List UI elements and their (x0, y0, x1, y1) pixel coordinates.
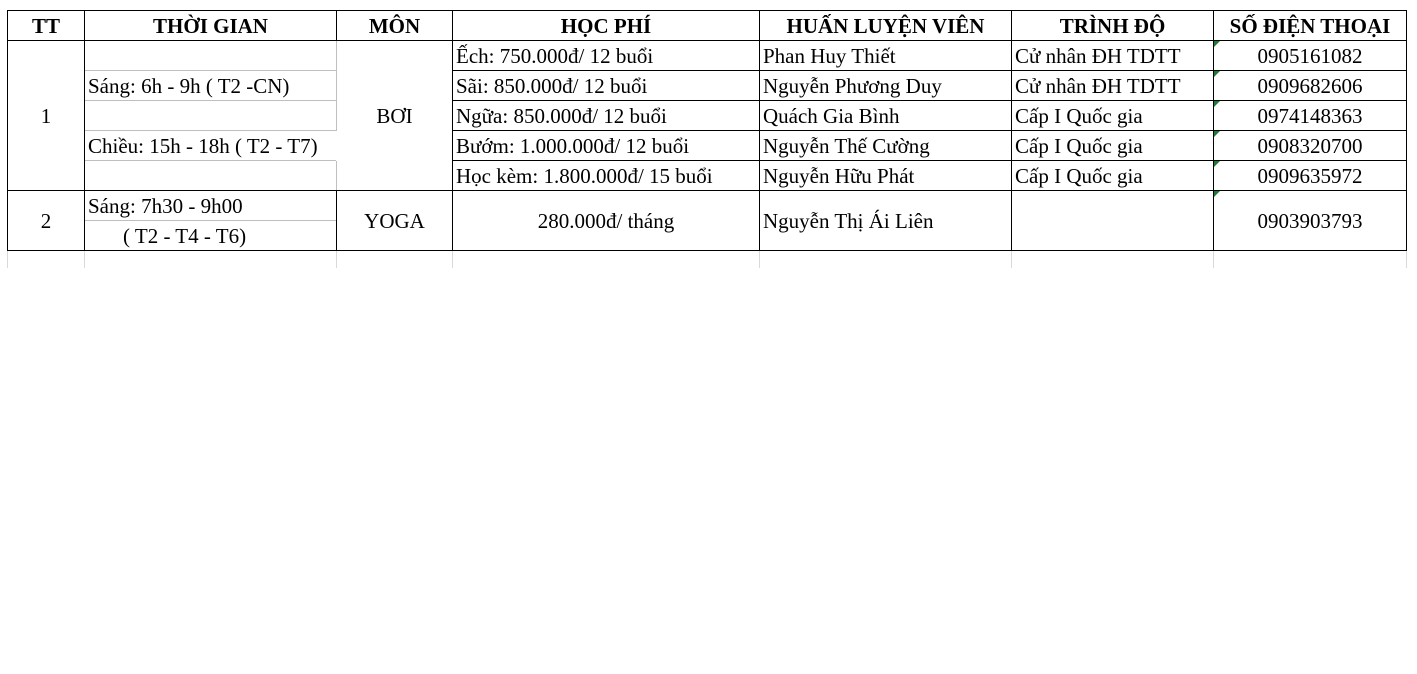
group2-time-line1[interactable]: Sáng: 7h30 - 9h00 (88, 194, 243, 218)
fee-cell[interactable]: Bướm: 1.000.000đ/ 12 buổi (456, 134, 690, 158)
error-indicator-icon[interactable] (1214, 71, 1220, 77)
group1-time-afternoon[interactable]: Chiều: 15h - 18h ( T2 - T7) (88, 134, 318, 158)
error-indicator-icon[interactable] (1214, 131, 1220, 137)
phone-cell[interactable]: 0974148363 (1257, 104, 1363, 128)
phone-cell[interactable]: 0909682606 (1257, 74, 1363, 98)
phone-cell[interactable]: 0909635972 (1257, 164, 1363, 188)
gridline (7, 250, 8, 268)
fee-cell[interactable]: Ngữa: 850.000đ/ 12 buổi (456, 104, 667, 128)
phone-cell[interactable]: 0905161082 (1257, 44, 1363, 68)
coach-cell[interactable]: Nguyễn Phương Duy (763, 74, 942, 98)
fee-cell[interactable]: Ếch: 750.000đ/ 12 buổi (456, 44, 654, 68)
gridline (84, 250, 85, 268)
phone-cell[interactable]: 0908320700 (1257, 134, 1363, 158)
border-header-bottom (7, 40, 1407, 41)
fee-cell[interactable]: Sãi: 850.000đ/ 12 buổi (456, 74, 648, 98)
border-left (7, 10, 8, 251)
header-hoc-phi[interactable]: HỌC PHÍ (560, 13, 652, 38)
faint-gridline (85, 130, 336, 131)
row-divider (452, 130, 1407, 131)
group1-tt[interactable]: 1 (40, 103, 52, 128)
coach-cell[interactable]: Quách Gia Bình (763, 104, 900, 128)
col-divider (84, 10, 85, 251)
group2-subject[interactable]: YOGA (364, 208, 425, 233)
faint-gridline (85, 220, 336, 221)
error-indicator-icon[interactable] (1214, 41, 1220, 47)
gridline (1011, 250, 1012, 268)
header-tt[interactable]: TT (31, 13, 60, 38)
header-thoi-gian[interactable]: THỜI GIAN (153, 13, 268, 38)
header-trinh-do[interactable]: TRÌNH ĐỘ (1059, 13, 1166, 38)
gridline (336, 250, 337, 268)
header-huan-luyen-vien[interactable]: HUẤN LUYỆN VIÊN (786, 13, 985, 38)
col-divider (452, 10, 453, 251)
faint-gridline (85, 160, 336, 161)
error-indicator-icon[interactable] (1214, 161, 1220, 167)
gridline (759, 250, 760, 268)
border-group-divider (7, 190, 1407, 191)
gridline (452, 250, 453, 268)
level-cell[interactable]: Cử nhân ĐH TDTT (1015, 74, 1181, 98)
group2-tt[interactable]: 2 (40, 208, 52, 233)
level-cell[interactable]: Cấp I Quốc gia (1015, 104, 1143, 128)
col-divider (336, 10, 337, 41)
gridline (1213, 250, 1214, 268)
border-right (1406, 10, 1407, 251)
row-divider (452, 70, 1407, 71)
group2-coach[interactable]: Nguyễn Thị Ái Liên (763, 208, 934, 233)
group2-level[interactable] (1012, 191, 1213, 250)
col-divider (336, 190, 337, 251)
gridline (1406, 250, 1407, 268)
level-cell[interactable]: Cấp I Quốc gia (1015, 164, 1143, 188)
header-so-dien-thoai[interactable]: SỐ ĐIỆN THOẠI (1229, 13, 1391, 38)
col-divider (759, 10, 760, 251)
group1-subject[interactable]: BƠI (376, 103, 413, 128)
error-indicator-icon[interactable] (1214, 101, 1220, 107)
group1-time-morning[interactable]: Sáng: 6h - 9h ( T2 -CN) (88, 74, 290, 98)
row-divider (452, 160, 1407, 161)
group2-time-line2[interactable]: ( T2 - T4 - T6) (123, 224, 247, 248)
coach-cell[interactable]: Nguyễn Hữu Phát (763, 164, 915, 188)
coach-cell[interactable]: Nguyễn Thế Cường (763, 134, 930, 158)
fee-cell[interactable]: Học kèm: 1.800.000đ/ 15 buổi (456, 164, 713, 188)
faint-gridline (85, 70, 336, 71)
level-cell[interactable]: Cử nhân ĐH TDTT (1015, 44, 1181, 68)
col-divider (1011, 10, 1012, 251)
coach-cell[interactable]: Phan Huy Thiết (763, 44, 896, 68)
border-bottom (7, 250, 1407, 251)
error-indicator-icon[interactable] (1214, 191, 1220, 197)
group2-phone[interactable]: 0903903793 (1257, 208, 1363, 233)
faint-gridline (336, 41, 337, 131)
row-divider (452, 100, 1407, 101)
group2-fee[interactable]: 280.000đ/ tháng (537, 208, 675, 233)
faint-gridline (85, 100, 336, 101)
border-top (7, 10, 1407, 11)
level-cell[interactable]: Cấp I Quốc gia (1015, 134, 1143, 158)
faint-gridline (336, 161, 337, 190)
header-mon[interactable]: MÔN (368, 13, 421, 38)
